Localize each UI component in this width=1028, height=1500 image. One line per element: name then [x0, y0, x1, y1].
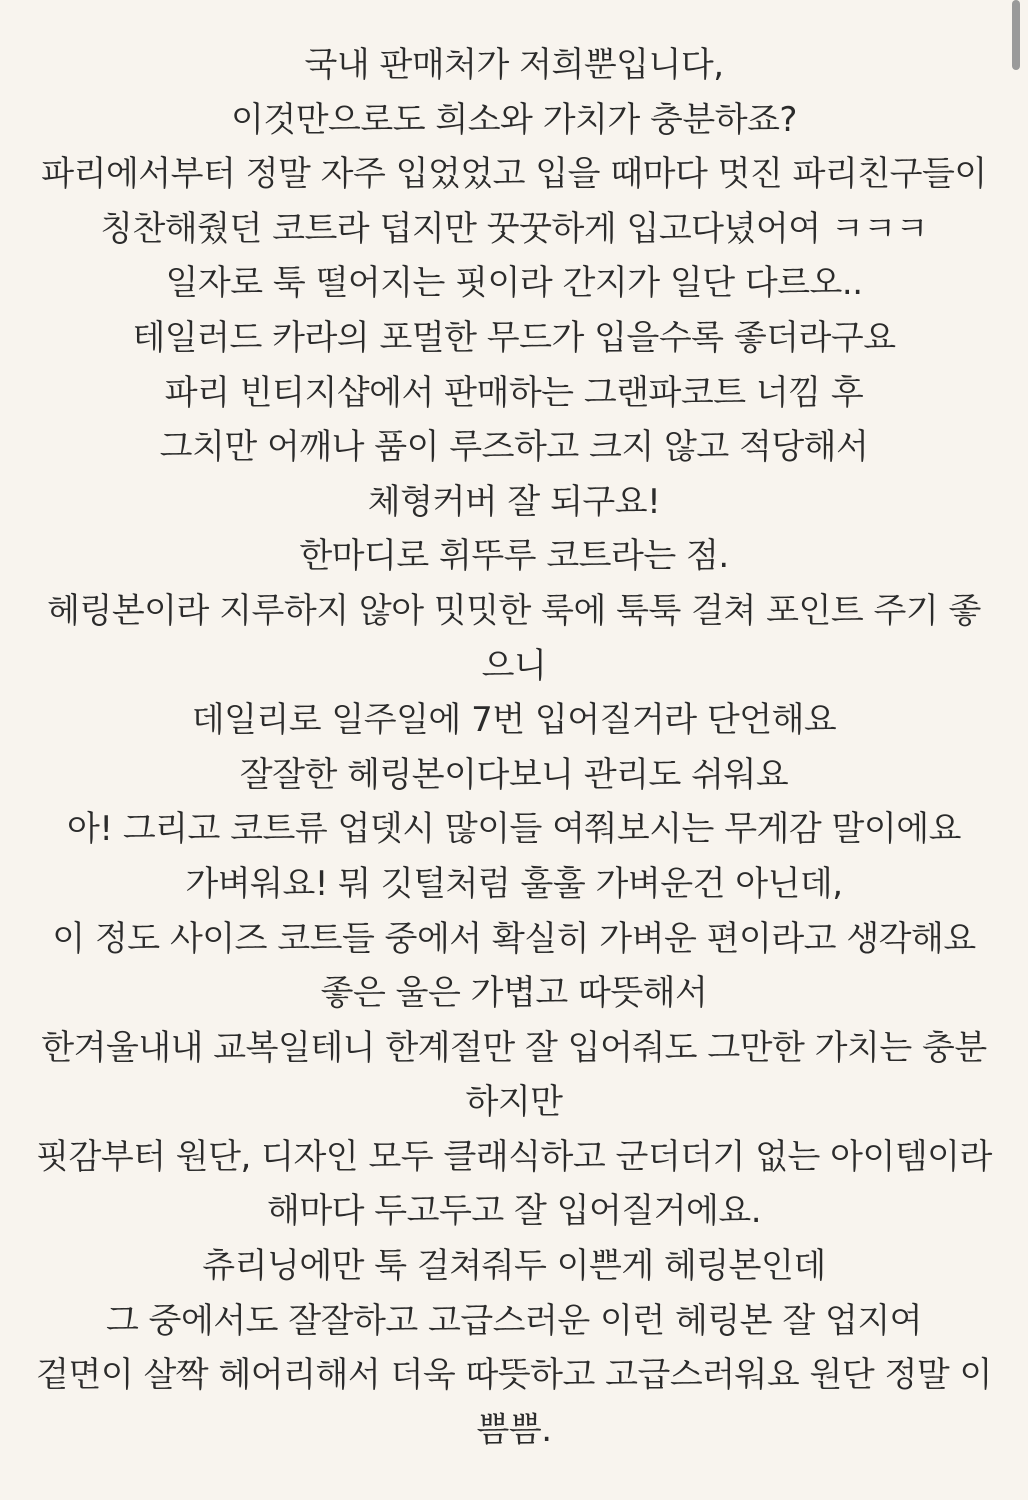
post-line: 그 중에서도 잘잘하고 고급스러운 이런 헤링본 잘 업지여: [105, 1300, 923, 1341]
post-line: 잘잘한 헤링본이다보니 관리도 쉬워요: [239, 754, 789, 795]
post-line: 으니: [481, 645, 547, 686]
post-line: 해마다 두고두고 잘 입어질거에요.: [266, 1191, 762, 1232]
post-line: 츄리닝에만 툭 걸쳐줘두 이쁜게 헤링본인데: [202, 1246, 826, 1287]
post-line: 일자로 툭 떨어지는 핏이라 간지가 일단 다르오..: [165, 263, 863, 304]
post-line: 칭찬해줬던 코트라 덥지만 꿋꿋하게 입고다녔어여 ㅋㅋㅋ: [100, 208, 928, 249]
post-line: 한겨울내내 교복일테니 한계절만 잘 입어줘도 그만한 가치는 충분: [41, 1027, 987, 1068]
post-line: 겉면이 살짝 헤어리해서 더욱 따뜻하고 고급스러워요 원단 정말 이: [36, 1355, 992, 1396]
scrollbar-thumb[interactable]: [1012, 0, 1020, 70]
post-line: 하지만: [465, 1082, 563, 1123]
post-line: 쁨쁨.: [476, 1409, 552, 1450]
post-line: 가벼워요! 뭐 깃털처럼 훌훌 가벼운건 아닌데,: [185, 863, 843, 904]
post-line: 아! 그리고 코트류 업뎃시 많이들 여쭤보시는 무게감 말이에요: [67, 809, 961, 850]
post-line: 이것만으로도 희소와 가치가 충분하죠?: [231, 99, 797, 140]
post-line: 한마디로 휘뚜루 코트라는 점.: [299, 536, 729, 577]
post-line: 헤링본이라 지루하지 않아 밋밋한 룩에 툭툭 걸쳐 포인트 주기 좋: [47, 590, 981, 631]
post-line: 좋은 울은 가볍고 따뜻해서: [320, 973, 708, 1014]
post-line: 이 정도 사이즈 코트들 중에서 확실히 가벼운 편이라고 생각해요: [52, 918, 976, 959]
post-line: 파리 빈티지샵에서 판매하는 그랜파코트 너낌 후: [164, 372, 864, 413]
post-line: 테일러드 카라의 포멀한 무드가 입을수록 좋더라구요: [132, 317, 896, 358]
post-line: 국내 판매처가 저희뿐입니다,: [304, 45, 724, 85]
post-line: 핏감부터 원단, 디자인 모두 클래식하고 군더더기 없는 아이템이라: [36, 1136, 992, 1177]
post-line: 체형커버 잘 되구요!: [367, 481, 661, 522]
post-line: 파리에서부터 정말 자주 입었었고 입을 때마다 멋진 파리친구들이: [41, 154, 987, 195]
post-body: [0, 38, 1028, 1457]
post-line: 그치만 어깨나 품이 루즈하고 크지 않고 적당해서: [159, 427, 869, 468]
vertical-scrollbar[interactable]: [1012, 0, 1020, 1500]
post-line: 데일리로 일주일에 7번 입어질거라 단언해요: [191, 700, 837, 741]
